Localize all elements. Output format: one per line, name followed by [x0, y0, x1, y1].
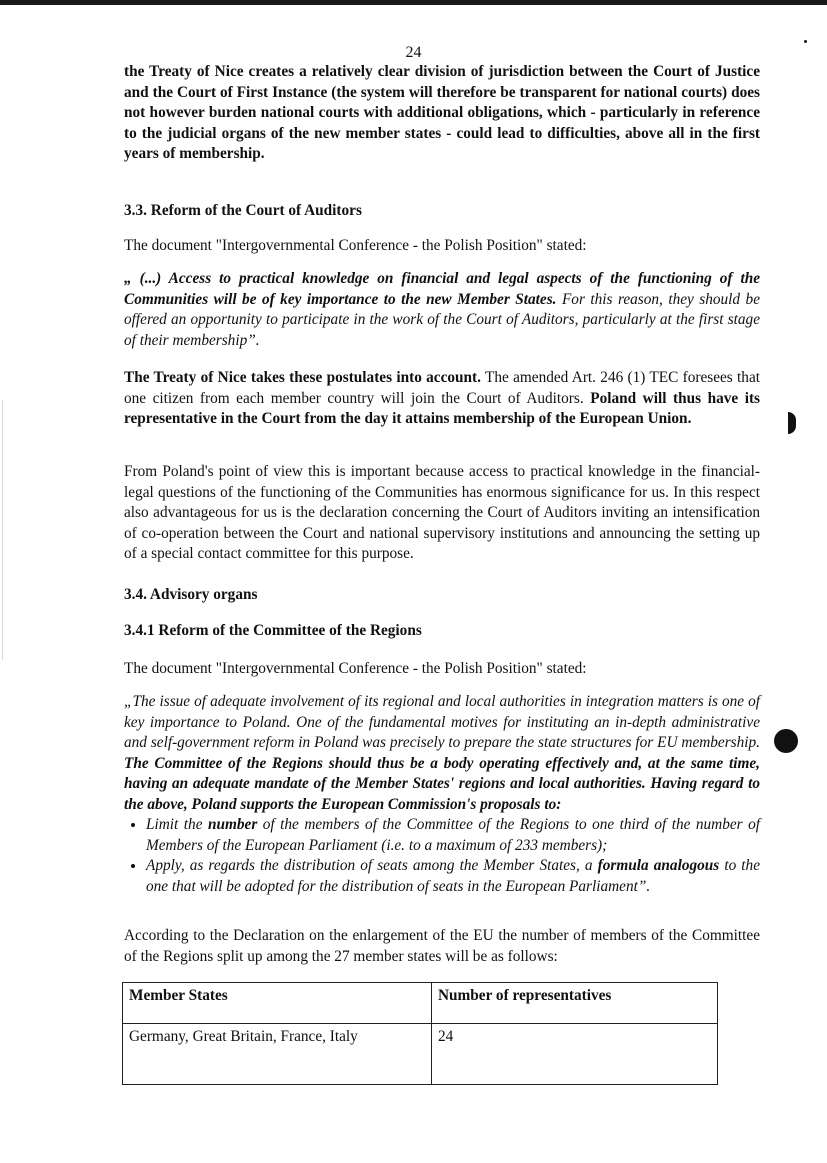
treaty-text: The amended Art. 246 (1) TEC foresees that one citizen from each member country will join the Court of Auditors. — [124, 369, 760, 407]
scan-mark-bracket — [788, 412, 796, 434]
list-item — [146, 815, 760, 856]
scan-speck — [804, 40, 807, 43]
column-header-member-states: Member States — [123, 983, 432, 1024]
treaty-bold-1: The Treaty of Nice takes these postulates into account. — [124, 369, 481, 386]
quote-italic-part: For this reason, they should be offered an opportunity to participate in the work of the Court of Auditors, particularly at the first stage of their membership”. — [124, 290, 760, 349]
table-header-row — [123, 983, 718, 1024]
auditors-quote — [124, 269, 760, 351]
section-heading-3-4-1: 3.4.1 Reform of the Committee of the Regions — [124, 622, 422, 639]
bullet-text: Apply, as regards the distribution of seats among the Member States, a — [146, 857, 598, 874]
regions-quote-bold: The Committee of the Regions should thus be a body operating effectively and, at the same time, having an adequate mandate of the Member States' regions and local authorities. Having regard to the above, Poland supports the European Commission's proposals to: — [124, 754, 760, 813]
proposal-list — [124, 815, 760, 897]
section-heading-3-3: 3.3. Reform of the Court of Auditors — [124, 202, 362, 219]
document-intro-3-3: The document "Intergovernmental Conference - the Polish Position" stated: — [124, 237, 587, 254]
scan-left-edge — [2, 400, 3, 660]
scan-mark-dot — [774, 729, 798, 753]
table-row — [123, 1024, 718, 1085]
column-header-representatives: Number of representatives — [432, 983, 718, 1024]
bullet-emphasis: formula analogous — [597, 857, 720, 874]
declaration-paragraph: According to the Declaration on the enlargement of the EU the number of members of the Committee of the Regions split up among the 27 member states will be as follows: — [124, 927, 760, 965]
intro-paragraph: the Treaty of Nice creates a relatively clear division of jurisdiction between the Court of Justice and the Court of First Instance (the system will therefore be transparent for national courts) does not however burden national courts with additional obligations, which - particularly in reference to the judicial organs of the new member states - could lead to difficulties, above all in the first years of membership. — [124, 63, 760, 162]
table-cell-count: 24 — [432, 1024, 718, 1085]
scan-top-border — [0, 0, 827, 5]
document-intro-3-4-1: The document "Intergovernmental Conference - the Polish Position" stated: — [124, 660, 587, 677]
bullet-text: of the members of the Committee of the Regions to one third of the number of Members of the European Parliament (i.e. to a maximum of 233 members); — [146, 816, 760, 854]
poland-view-paragraph: From Poland's point of view this is important because access to practical knowledge in the financial-legal questions of the functioning of the Communities has enormous significance for us. In this respect also advantageous for us is the declaration concerning the Court of Auditors inviting an intensification of co-operation between the Court and national supervisory institutions and announcing the setting up of a special contact committee for this purpose. — [124, 463, 760, 562]
representatives-table — [122, 982, 718, 1085]
page-number: 24 — [405, 44, 422, 61]
treaty-bold-2: Poland will thus have its representative in the Court from the day it attains membership of the European Union. — [124, 389, 760, 427]
list-item — [146, 856, 760, 897]
regions-quote — [124, 692, 760, 897]
section-heading-3-4: 3.4. Advisory organs — [124, 586, 258, 603]
table-cell-states: Germany, Great Britain, France, Italy — [123, 1024, 432, 1085]
bullet-text: Limit the — [146, 816, 208, 833]
quote-bold-part: „ (...) Access to practical knowledge on financial and legal aspects of the functioning of the Communities will be of key importance to the new Member States. — [124, 270, 760, 308]
regions-quote-italic: „The issue of adequate involvement of its regional and local authorities in integration matters is one of key importance to Poland. One of the fundamental motives for instituting an in-depth administrative and self-government reform in Poland was precisely to prepare the state structures for EU membership. — [124, 693, 760, 751]
bullet-text: to the one that will be adopted for the distribution of seats in the European Parliament”. — [146, 857, 760, 895]
bullet-emphasis: number — [207, 816, 258, 833]
treaty-paragraph — [124, 368, 760, 430]
